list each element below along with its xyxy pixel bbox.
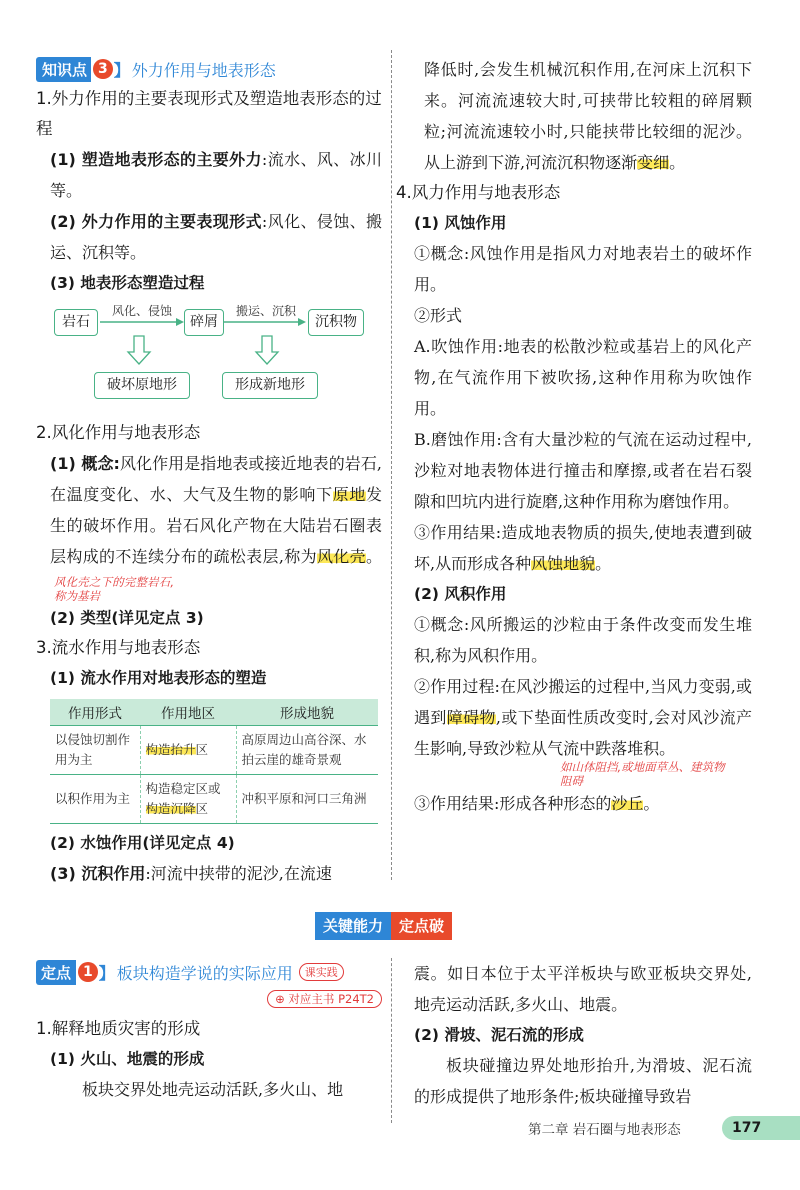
dingdian-block: [36, 958, 382, 1105]
right-column: [396, 50, 752, 819]
paragraph: ③作用结果:形成各种形态的: [414, 794, 612, 813]
section-title: 2.风化作用与地表形态: [36, 423, 201, 442]
subhead: (2) 滑坡、泥石流的形成: [414, 1026, 584, 1044]
table-row: [50, 774, 378, 823]
highlight: 构造沉降: [145, 800, 196, 816]
landform-table: [50, 699, 378, 824]
handwritten-note: 如山体阻挡,或地面草丛、建筑物阻碍: [560, 760, 725, 788]
rock-box: 岩石: [54, 309, 98, 336]
paragraph: 板块交界处地壳运动活跃,多火山、地: [82, 1080, 344, 1099]
paragraph: 板块碰撞边界处地形抬升,为滑坡、泥石流的形成提供了地形条件;板块碰撞导致岩: [414, 1056, 752, 1106]
paragraph: ①概念:风所搬运的沙粒由于条件改变而发生堆积,称为风积作用。: [414, 615, 752, 665]
column-divider: [391, 958, 392, 1123]
dingdian-header: [36, 958, 382, 986]
subhead: (3) 地表形态塑造过程: [50, 274, 205, 292]
left-column: [36, 50, 382, 889]
kp-tag: 知识点: [36, 57, 91, 82]
paragraph: ③作用结果:造成地表物质的损失,使地表遭到破坏,从而形成各种: [414, 523, 752, 573]
dp-bracket: 】: [98, 963, 115, 983]
dp-title: 板块构造学说的实际应用: [116, 963, 293, 983]
highlight: 风蚀地貌: [531, 554, 596, 573]
cell-text: 区: [195, 741, 209, 757]
paragraph: :河流中挟带的泥沙,在流速: [145, 863, 332, 883]
section-title: 1.外力作用的主要表现形式及塑造地表形态的过程: [36, 89, 382, 138]
table-header: 作用地区: [140, 699, 236, 725]
banner-left: 关键能力: [315, 912, 391, 940]
table-cell: 以侵蚀切割作用为主: [50, 725, 140, 774]
table-cell: 以积作用为主: [50, 774, 140, 823]
paragraph: ,或下垫面性质改变时,会对风沙流产生影响,导致沙粒从气流中跌落堆积。: [414, 708, 752, 758]
cell-text: 区: [195, 800, 209, 816]
table-row: [50, 725, 378, 774]
section-title: 4.风力作用与地表形态: [396, 183, 561, 202]
form-box: 形成新地形: [222, 372, 318, 399]
sediment-box: 沉积物: [308, 309, 364, 336]
page-number: 177: [722, 1116, 800, 1140]
subhead: (2) 水蚀作用(详见定点 4): [50, 833, 235, 852]
table-cell: 高原周边山高谷深、水拍云崖的雄奇景观: [236, 725, 378, 774]
process-diagram: [36, 302, 382, 412]
punct: 。: [643, 794, 660, 813]
table-cell: 冲积平原和河口三角洲: [236, 774, 378, 823]
handwritten-note: 风化壳之下的完整岩石,称为基岩: [54, 574, 174, 603]
table-header: 作用形式: [50, 699, 140, 725]
paragraph: :风化、侵蚀、搬运、沉积等。: [50, 212, 382, 262]
paragraph: :流水、风、冰川等。: [50, 150, 382, 200]
subhead: (1) 风蚀作用: [414, 214, 507, 232]
subhead: (2) 外力作用的主要表现形式: [50, 212, 262, 231]
highlight: 障碍物: [446, 708, 496, 727]
subhead: (2) 风积作用: [414, 585, 507, 603]
chapter-label: 第二章 岩石圈与地表形态: [528, 1122, 681, 1138]
arrow-label: 风化、侵蚀: [112, 304, 173, 318]
kp-title: 外力作用与地表形态: [131, 60, 276, 80]
kp-number: 3: [93, 59, 113, 79]
banner-right: 定点破: [391, 912, 452, 940]
dp-tag: 定点: [36, 960, 76, 985]
table-cell: [140, 725, 236, 774]
punct: 。: [669, 153, 686, 172]
paragraph: 发生的破坏作用。岩石风化产物在大陆岩石圈表层构成的不连续分布的疏松表层,称为: [50, 485, 382, 566]
subhead: (1) 塑造地表形态的主要外力: [50, 150, 262, 169]
subhead: (2) 类型(详见定点 3): [50, 609, 204, 627]
paragraph: B.磨蚀作用:含有大量沙粒的气流在运动过程中,沙粒对地表物体进行撞击和摩擦,或者在岩石裂隙和凹坑内进行旋磨,这种作用称为磨蚀作用。: [414, 430, 752, 511]
dp-number: 1: [78, 962, 98, 982]
highlight: 风化壳: [316, 547, 366, 566]
punct: 。: [595, 554, 612, 573]
practice-tag: 课实践: [299, 963, 344, 981]
reference-text: 对应主书 P24T2: [288, 992, 374, 1006]
paragraph: 风化作用是指地表或接近地表的岩石,在温度变化、水、大气及生物的影响下: [50, 454, 382, 504]
paragraph: 降低时,会发生机械沉积作用,在河床上沉积下来。河流流速较大时,可挟带比较粗的碎屑颗粒;河流流速较小时,只能挟带比较细的泥沙。从上游到下游,河流沉积物逐渐: [424, 60, 752, 172]
knowledge-point-header: [36, 54, 382, 84]
paragraph: ②形式: [414, 306, 463, 325]
arrow-label: 搬运、沉积: [236, 304, 297, 318]
kp-bracket: 】: [113, 60, 130, 80]
paragraph: ②作用过程:在风沙搬运的过程中,当风力变弱,或遇到: [414, 677, 752, 727]
dingdian-right: [414, 958, 752, 1112]
highlight: 变细: [637, 153, 670, 172]
column-divider: [391, 50, 392, 880]
highlight: 构造抬升: [145, 741, 196, 757]
cell-text: 构造稳定区或: [145, 780, 221, 796]
section-banner: [315, 912, 452, 940]
punct: 。: [365, 547, 382, 566]
section-title: 1.解释地质灾害的形成: [36, 1019, 201, 1038]
subhead: (1) 概念:: [50, 454, 120, 473]
highlight: 沙丘: [611, 794, 644, 813]
paragraph: ①概念:风蚀作用是指风力对地表岩土的破坏作用。: [414, 244, 752, 294]
subhead: (1) 流水作用对地表形态的塑造: [50, 669, 267, 687]
page-footer: [0, 1118, 800, 1140]
table-cell: [140, 774, 236, 823]
highlight: 原地: [332, 485, 366, 504]
section-title: 3.流水作用与地表形态: [36, 638, 201, 657]
subhead: (3) 沉积作用: [50, 863, 146, 883]
paragraph: 震。如日本位于太平洋板块与欧亚板块交界处,地壳运动活跃,多火山、地震。: [414, 964, 752, 1014]
destroy-box: 破坏原地形: [94, 372, 190, 399]
subhead: (1) 火山、地震的形成: [50, 1050, 205, 1068]
reference-badge: ⊕ 对应主书 P24T2: [267, 990, 382, 1008]
debris-box: 碎屑: [184, 309, 224, 336]
table-header: 形成地貌: [236, 699, 378, 725]
paragraph: A.吹蚀作用:地表的松散沙粒或基岩上的风化产物,在气流作用下被吹扬,这种作用称为吹蚀作用。: [414, 337, 752, 418]
